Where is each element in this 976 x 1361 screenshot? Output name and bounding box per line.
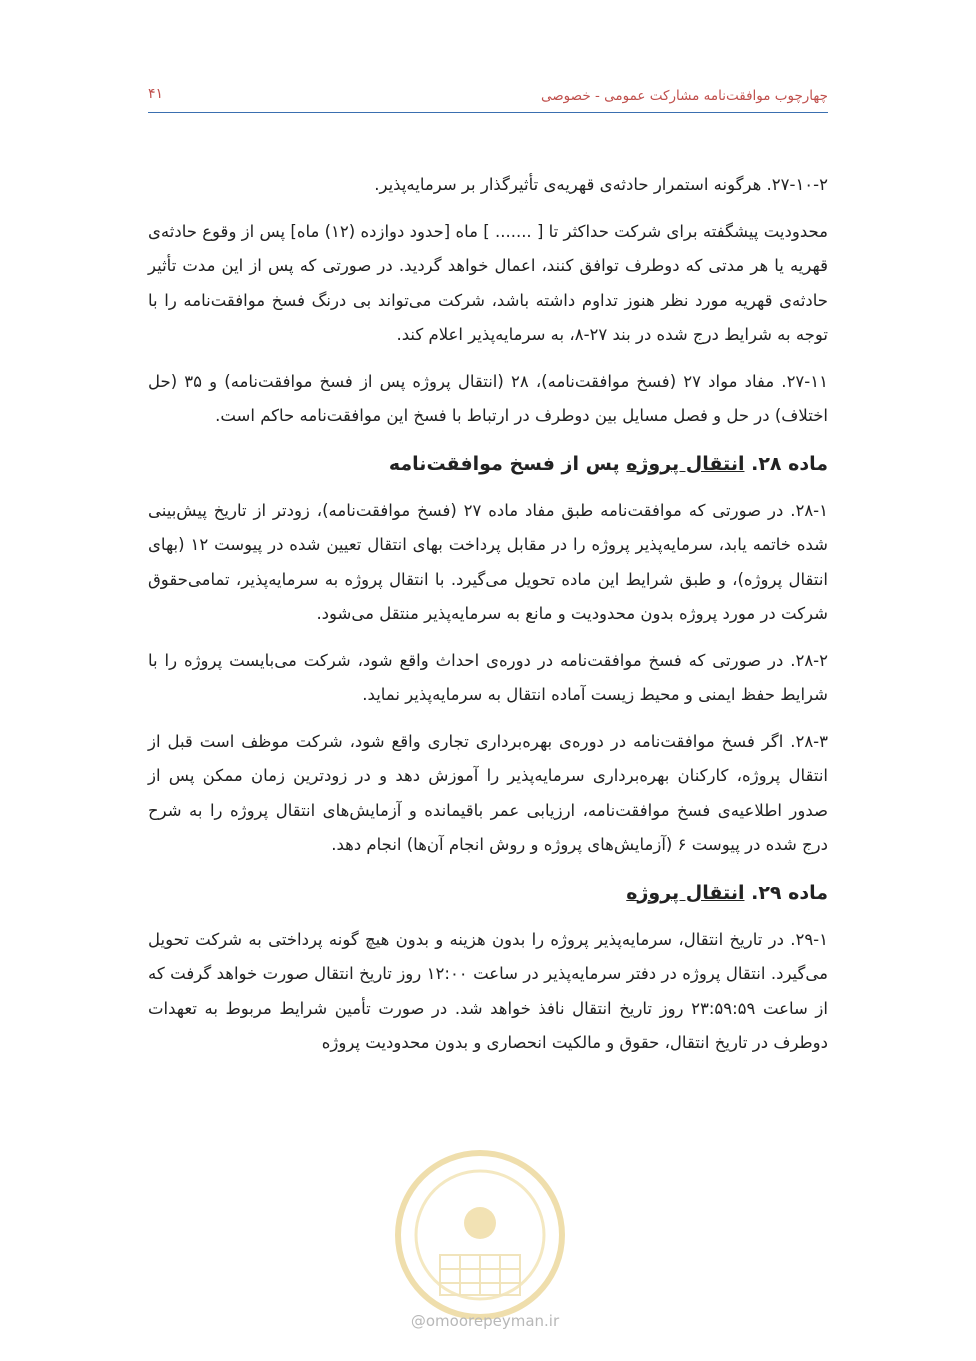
article-29-heading	[148, 877, 828, 909]
clause-28-1: ۲۸-۱. در صورتی که موافقت‌نامه طبق مفاد ماده ۲۷ (فسخ موافقت‌نامه)، زودتر از تاریخ پیش‌بینی شده خاتمه یابد، سرمایه‌پذیر پروژه را در مقابل پرداخت بهای انتقال تعیین شده در پیوست ۱۲ (بهای انتقال پروژه)، و طبق شرایط این ماده تحویل می‌گیرد. با انتقال پروژه به سرمایه‌پذیر، تمامی‌حقوق شرکت در مورد پروژه بدون محدودیت و مانع به سرمایه‌پذیر منتقل می‌شود.	[148, 500, 828, 623]
clause-27-10-2: ۲۷-۱۰-۲. هرگونه استمرار حادثه‌ی قهریه‌ی تأثیرگذار بر سرمایه‌پذیر.	[374, 175, 828, 194]
article-29-link[interactable]: انتقال پروژه	[626, 881, 745, 904]
clause-28-3: ۲۸-۳. اگر فسخ موافقت‌نامه در دوره‌ی بهره‌برداری تجاری واقع شود، شرکت موظف است قبل از انتقال پروژه، کارکنان بهره‌برداری سرمایه‌پذیر را آموزش دهد و در زودترین زمان ممکن پس از صدور اطلاعیه‌ی فسخ موافقت‌نامه، ارزیابی عمر باقیمانده و آزمایش‌های انتقال پروژه را به شرح درج شده در پیوست ۶ (آزمایش‌های پروژه و روش انجام آن‌ها) انجام دهد.	[148, 731, 828, 854]
clause-28-2: ۲۸-۲. در صورتی که فسخ موافقت‌نامه در دوره‌ی احداث واقع شود، شرکت می‌بایست پروژه را با شرایط حفظ ایمنی و محیط زیست آماده انتقال به سرمایه‌پذیر نماید.	[148, 650, 828, 704]
watermark-logo	[390, 1145, 570, 1325]
document-body	[148, 168, 828, 1073]
clause-29-1: ۲۹-۱. در تاریخ انتقال، سرمایه‌پذیر پروژه را بدون هزینه و بدون هیچ گونه پرداختی به شرکت تحویل می‌گیرد. انتقال پروژه در دفتر سرمایه‌پذیر در ساعت ۱۲:۰۰ روز تاریخ انتقال صورت خواهد گرفت که از ساعت ۲۳:۵۹:۵۹ روز تاریخ انتقال نافذ خواهد شد. در صورت تأمین شرایط مربوط به تعهدات دوطرف در تاریخ انتقال، حقوق و مالکیت انحصاری و بدون محدودیت پروژه	[148, 929, 828, 1052]
article-28-link[interactable]: انتقال پروژه	[626, 452, 745, 475]
article-29-number: ماده ۲۹.	[744, 881, 828, 904]
article-28-title: پس از فسخ موافقت‌نامه	[388, 452, 627, 475]
article-28-number: ماده ۲۸.	[744, 452, 828, 475]
article-28-heading	[148, 448, 828, 480]
paragraph-restriction: محدودیت پیشگفته برای شرکت حداکثر تا [ ....... ] ماه [حدود دوازده (۱۲) ماه] پس از وقوع حادثه‌ی قهریه یا هر مدتی که دوطرف توافق کنند، اعمال خواهد گردید. در صورتی که پس از این مدت تأثیر حادثه‌ی قهریه مورد نظر هنوز تداوم داشته باشد، شرکت می‌تواند بی درنگ فسخ موافقت‌نامه را با توجه به شرایط درج شده در بند ۲۷-۸، به سرمایه‌پذیر اعلام کند.	[148, 221, 828, 344]
clause-27-11: ۲۷-۱۱. مفاد مواد ۲۷ (فسخ موافقت‌نامه)، ۲۸ (انتقال پروژه پس از فسخ موافقت‌نامه) و ۳۵ (حل اختلاف) در حل و فصل مسایل بین دوطرف در ارتباط با فسخ این موافقت‌نامه حاکم است.	[148, 371, 828, 425]
page-number: ۴۱	[148, 86, 164, 102]
page-header	[148, 80, 828, 113]
running-title: چهارچوب موافقت‌نامه مشارکت عمومی - خصوصی	[540, 88, 828, 104]
watermark-url: @omoorepeyman.ir	[410, 1312, 560, 1330]
